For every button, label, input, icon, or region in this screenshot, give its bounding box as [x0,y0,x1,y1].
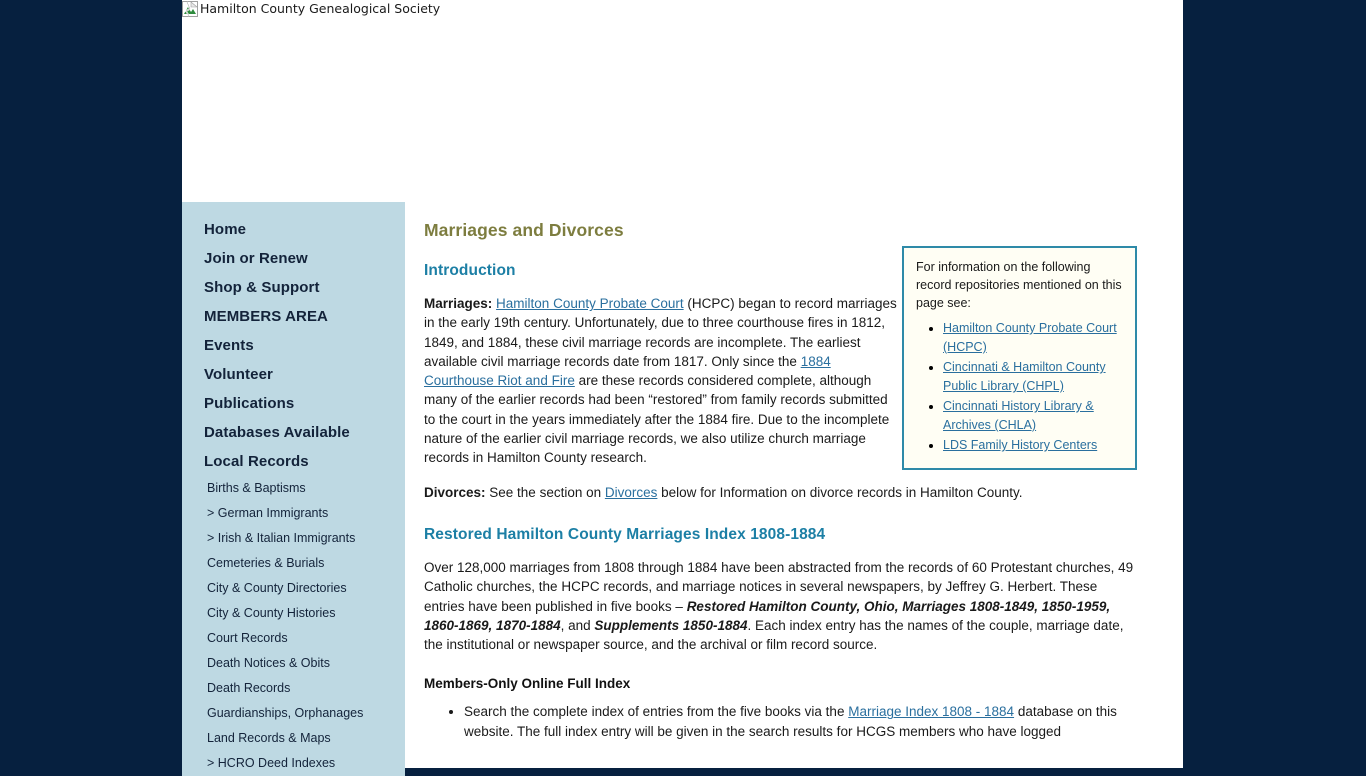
restored-text-part-3: . Each index entry has the names of the couple, marriage date, the institutional or newspaper source, and the archival or film record source. [424,617,1124,653]
divorces-text-part-2: below for Information on divorce records in Hamilton County. [657,484,1023,500]
section-title-introduction: Introduction [424,262,516,279]
link-hamilton-county-probate-court[interactable]: Hamilton County Probate Court [496,296,684,311]
callout-link-chpl[interactable]: Cincinnati & Hamilton County Public Library (CHPL) [943,360,1106,393]
callout-link-chla[interactable]: Cincinnati History Library & Archives (CHLA) [943,399,1094,432]
list-item [943,436,1123,455]
sidebar-subitem-births-and-baptisms[interactable]: Births & Baptisms [207,481,306,495]
sidebar-item-join-or-renew[interactable]: Join or Renew [204,250,308,267]
callout-link-lds[interactable]: LDS Family History Centers [943,438,1098,452]
broken-image-icon [182,1,198,17]
link-1884-courthouse-riot-and-fire[interactable]: 1884 Courthouse Riot and Fire [424,353,831,389]
link-marriage-index-1808-1884[interactable]: Marriage Index 1808 - 1884 [848,704,1015,720]
divorces-label: Divorces: [424,484,486,500]
sidebar-item-home[interactable]: Home [204,221,247,238]
sidebar-subitem-hcro-deed-indexes[interactable]: > HCRO Deed Indexes [207,756,336,770]
marriages-label: Marriages: [424,296,493,311]
restored-text-part-1: Over 128,000 marriages from 1808 through 1884 have been abstracted from the records of 60 Protestant churches, 49 Catholic churches, the HCPC records, and marriage notices in several newspapers, by Jeffrey G. Herbert. These entries have been published in five books – [424,559,1134,614]
restored-text-part-2: , and [560,617,595,633]
list-item [943,397,1123,435]
sidebar-item-members-area[interactable]: MEMBERS AREA [204,308,328,325]
sidebar-item-local-records[interactable]: Local Records [204,453,309,470]
sidebar-subitem-city-and-county-histories[interactable]: City & County Histories [207,606,336,620]
sidebar-subitem-death-records[interactable]: Death Records [207,681,291,695]
sidebar-item-databases-available[interactable]: Databases Available [204,424,350,441]
sidebar-navigation [182,202,405,776]
sidebar-subitem-death-notices-and-obits[interactable]: Death Notices & Obits [207,656,330,670]
page-container [182,0,1183,768]
section-title-restored-marriages-index: Restored Hamilton County Marriages Index 1808-1884 [424,525,826,543]
list-item [464,702,1137,741]
members-bullet-text-part-2: database on this website. The full index entry will be given in the search results for HCGS members who have logged [464,704,1117,739]
divorces-text-part-1: See the section on [485,484,605,500]
sidebar-subitem-cemeteries-and-burials[interactable]: Cemeteries & Burials [207,556,325,570]
sidebar-subitem-court-records[interactable]: Court Records [207,631,288,645]
paragraph-marriages [424,294,900,468]
subsection-title-members-only-index: Members-Only Online Full Index [424,676,631,692]
paragraph-restored-index [424,558,1137,654]
sidebar-item-events[interactable]: Events [204,337,254,354]
main-content [405,202,1183,741]
sidebar-item-shop-and-support[interactable]: Shop & Support [204,279,320,296]
book-title-restored: Restored Hamilton County, Ohio, Marriages 1808-1849, 1850-1959, 1860-1869, 1870-1884 [424,598,1111,633]
broken-image-placeholder [182,1,440,19]
broken-image-alt-text: Hamilton County Genealogical Society [200,1,441,16]
site-banner [182,0,1183,202]
callout-link-list [916,319,1123,455]
sidebar-subitem-city-and-county-directories[interactable]: City & County Directories [207,581,347,595]
sidebar-item-publications[interactable]: Publications [204,395,295,412]
list-item [943,319,1123,357]
paragraph-divorces [424,483,1137,502]
record-repositories-callout [902,246,1137,470]
book-title-supplements: Supplements 1850-1884 [594,617,748,633]
page-title: Marriages and Divorces [424,220,624,240]
marriages-text-part-1: (HCPC) began to record marriages in the early 19th century. Unfortunately, due to three courthouse fires in 1812, 1849, and 1884, these civil marriage records are incomplete. The earliest available civil marriage records date from 1817. Only since the [424,296,897,369]
marriages-text-part-2: are these records considered complete, although many of the earlier records had been “restored” from family records submitted to the court in the years immediately after the 1884 fire. Due to the incomplete nature of the earlier civil marriage records, we also utilize church marriage records in Hamilton County research. [424,373,890,466]
link-divorces[interactable]: Divorces [604,484,658,500]
callout-intro-text: For information on the following record repositories mentioned on this page see: [916,260,1122,310]
members-bullet-text-part-1: Search the complete index of entries from the five books via the [464,704,849,720]
sidebar-subitem-irish-and-italian-immigrants[interactable]: > Irish & Italian Immigrants [207,531,356,545]
sidebar-subitem-land-records-and-maps[interactable]: Land Records & Maps [207,731,331,745]
sidebar-subitem-german-immigrants[interactable]: > German Immigrants [207,506,329,520]
sidebar-subitem-guardianships-orphanages[interactable]: Guardianships, Orphanages [207,706,364,720]
members-index-bullet-list [424,702,1137,741]
callout-link-hcpc[interactable]: Hamilton County Probate Court (HCPC) [943,321,1117,354]
list-item [943,358,1123,396]
sidebar-item-volunteer[interactable]: Volunteer [204,366,273,383]
